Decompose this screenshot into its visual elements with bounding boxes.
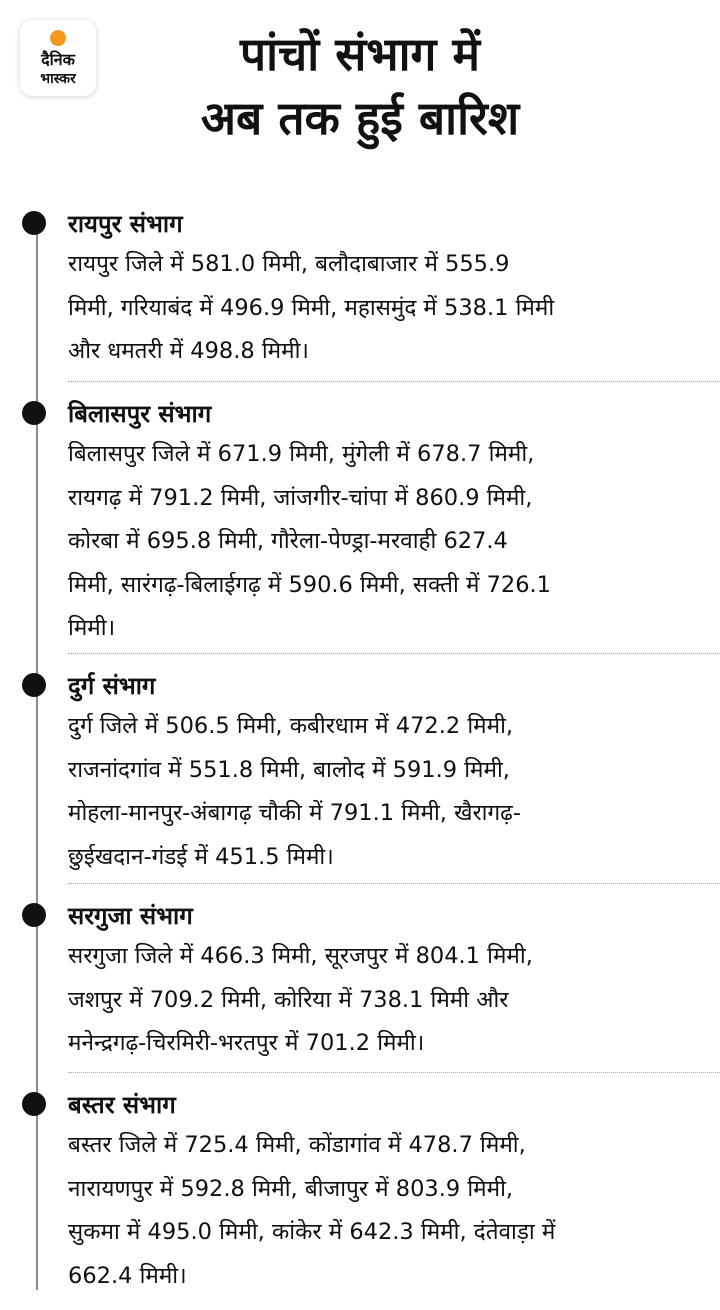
division-rainfall-text	[68, 1124, 698, 1298]
division-heading: रायपुर संभाग	[68, 210, 183, 238]
text-line: मिमी।	[68, 615, 116, 641]
text-line: रायगढ़ में 791.2 मिमी, जांजगीर-चांपा में 860.9 मिमी,	[68, 484, 533, 511]
bullet-dot-icon	[22, 673, 46, 697]
text-line: और धमतरी में 498.8 मिमी।	[68, 338, 309, 364]
section-divider	[68, 1072, 720, 1073]
page-title-line2: अब तक हुई बारिश	[200, 91, 520, 145]
division-heading: बस्तर संभाग	[68, 1091, 176, 1119]
text-line: मिमी, गरियाबंद में 496.9 मिमी, महासमुंद में 538.1 मिमी	[68, 294, 555, 321]
text-line: 662.4 मिमी।	[68, 1262, 187, 1289]
text-line: जशपुर में 709.2 मिमी, कोरिया में 738.1 मिमी और	[68, 986, 509, 1013]
bullet-dot-icon	[22, 401, 46, 425]
section-divider	[68, 883, 720, 884]
bullet-dot-icon	[22, 1092, 46, 1116]
section-divider	[68, 653, 720, 654]
page-title-line1: पांचों संभाग में	[240, 27, 480, 81]
division-rainfall-text	[68, 433, 698, 651]
text-line: दुर्ग जिले में 506.5 मिमी, कबीरधाम में 472.2 मिमी,	[68, 713, 514, 739]
text-line: बिलासपुर जिले में 671.9 मिमी, मुंगेली में 678.7 मिमी,	[68, 441, 535, 467]
division-heading: दुर्ग संभाग	[68, 672, 156, 700]
text-line: नारायणपुर में 592.8 मिमी, बीजापुर में 803.9 मिमी,	[68, 1175, 514, 1202]
text-line: राजनांदगांव में 551.8 मिमी, बालोद में 591.9 मिमी,	[68, 756, 510, 783]
dainik-bhaskar-logo	[20, 20, 96, 96]
timeline-line	[36, 228, 38, 1290]
logo-text-line1: दैनिक	[41, 50, 75, 69]
text-line: मनेन्द्रगढ़-चिरमिरी-भरतपुर में 701.2 मिमी।	[68, 1030, 425, 1056]
text-line: मिमी, सारंगढ़-बिलाईगढ़ में 590.6 मिमी, सक्ती में 726.1	[68, 571, 551, 598]
logo-text-line2: भास्कर	[40, 71, 76, 87]
division-heading: बिलासपुर संभाग	[68, 400, 212, 428]
bullet-dot-icon	[22, 211, 46, 235]
bullet-dot-icon	[22, 903, 46, 927]
text-line: सुकमा में 495.0 मिमी, कांकेर में 642.3 मिमी, दंतेवाड़ा में	[68, 1219, 556, 1245]
text-line: कोरबा में 695.8 मिमी, गौरेला-पेण्ड्रा-मरवाही 627.4	[68, 528, 508, 554]
logo-sun-icon	[50, 30, 66, 46]
division-rainfall-text	[68, 243, 698, 374]
division-rainfall-text	[68, 705, 698, 879]
text-line: रायपुर जिले में 581.0 मिमी, बलौदाबाजार में 555.9	[68, 251, 510, 277]
text-line: सरगुजा जिले में 466.3 मिमी, सूरजपुर में 804.1 मिमी,	[68, 943, 533, 969]
division-heading: सरगुजा संभाग	[68, 902, 193, 930]
section-divider	[68, 381, 720, 382]
division-rainfall-text	[68, 935, 698, 1066]
text-line: मोहला-मानपुर-अंबागढ़ चौकी में 791.1 मिमी, खैरागढ़-	[68, 800, 521, 826]
page-title	[110, 22, 610, 150]
text-line: बस्तर जिले में 725.4 मिमी, कोंडागांव में 478.7 मिमी,	[68, 1132, 526, 1158]
text-line: छुईखदान-गंडई में 451.5 मिमी।	[68, 843, 334, 870]
